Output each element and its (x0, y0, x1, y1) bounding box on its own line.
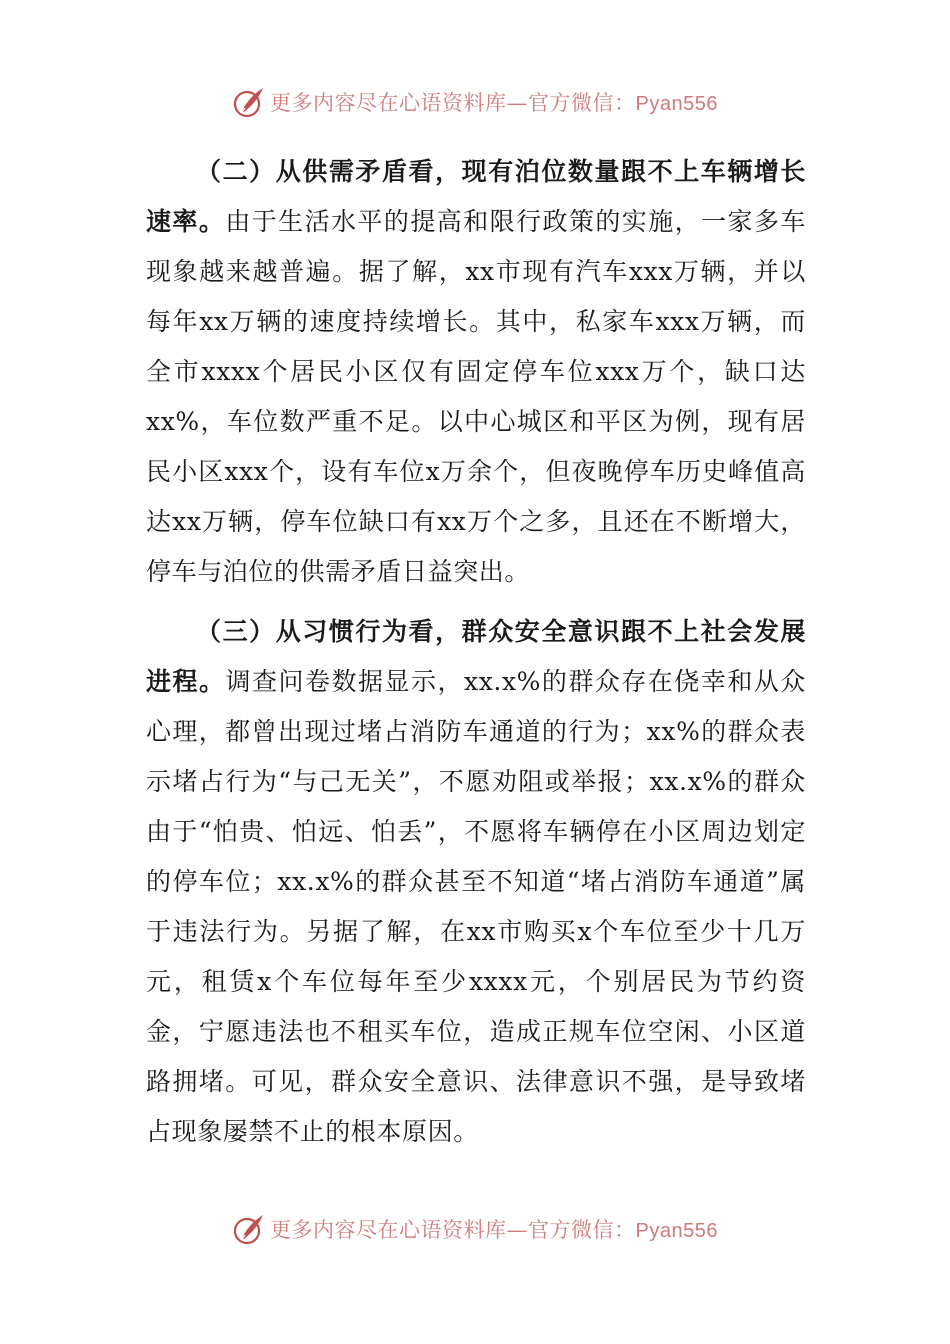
quill-logo-icon (232, 1212, 266, 1246)
paragraph-text: 由于生活水平的提高和限行政策的实施，一家多车现象越来越普遍。据了解，xx市现有汽车xxx万辆，并以每年xx万辆的速度持续增长。其中，私家车xxx万辆，而全市xxxx个居民小区仅有固定停车位xxx万个，缺口达xx%，车位数严重不足。以中心城区和平区为例，现有居民小区xxx个，设有车位x万余个，但夜晚停车历史峰值高达xx万辆，停车位缺口有xx万个之多，且还在不断增大，停车与泊位的供需矛盾日益突出。 (146, 207, 807, 586)
watermark-text: 更多内容尽在心语资料库—官方微信：Pyan556 (270, 1218, 718, 1242)
watermark-id: Pyan556 (635, 1220, 718, 1242)
paragraph-habits (146, 607, 806, 1157)
paragraph-text: 调查问卷数据显示，xx.x%的群众存在侥幸和从众心理，都曾出现过堵占消防车通道的行为；xx%的群众表示堵占行为“与己无关”，不愿劝阻或举报；xx.x%的群众由于“怕贵、怕远、怕丢”，不愿将车辆停在小区周边划定的停车位；xx.x%的群众甚至不知道“堵占消防车通道”属于违法行为。另据了解，在xx市购买x个车位至少十几万元，租赁x个车位每年至少xxxx元，个别居民为节约资金，宁愿违法也不租买车位，造成正规车位空闲、小区道路拥堵。可见，群众安全意识、法律意识不强，是导致堵占现象屡禁不止的根本原因。 (146, 667, 806, 1146)
header-watermark (0, 80, 950, 124)
footer-watermark (0, 1207, 950, 1251)
watermark-text: 更多内容尽在心语资料库—官方微信：Pyan556 (270, 91, 718, 115)
quill-logo-icon (232, 85, 266, 119)
paragraph-heading: （二）从供需矛盾看，现有泊位数量跟不上车辆增长速率。 (146, 157, 806, 236)
paragraph-supply-demand (146, 147, 806, 597)
paragraph-heading: （三）从习惯行为看，群众安全意识跟不上社会发展进程。 (146, 617, 806, 696)
document-body (146, 147, 806, 1157)
watermark-id: Pyan556 (635, 93, 718, 115)
